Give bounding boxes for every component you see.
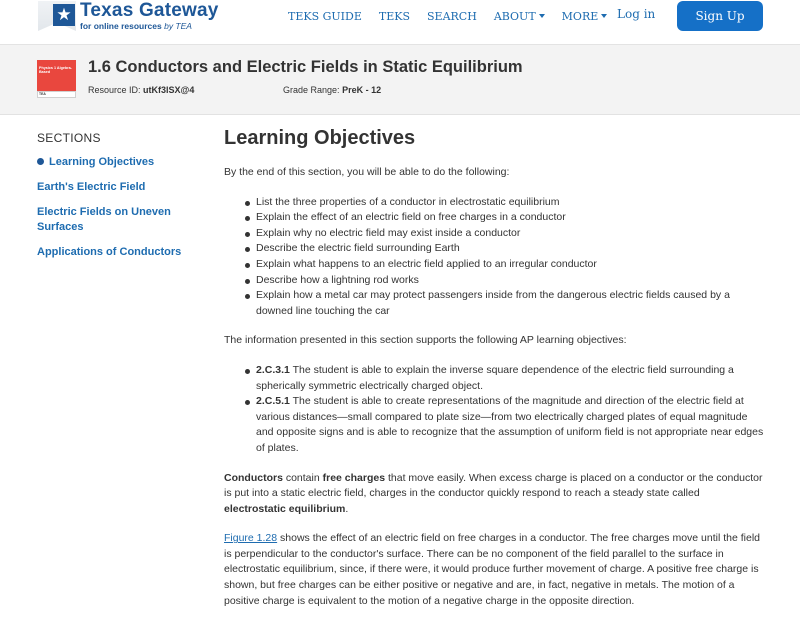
logo-subtitle bbox=[80, 21, 192, 31]
top-navigation-bar bbox=[0, 0, 800, 45]
texas-gateway-logo[interactable] bbox=[38, 1, 228, 33]
paragraph-text: that move easily. When excess charge is placed on a conductor or the conductor is put into a static electric field, charges in the conductor quickly respond to reach a steady state called bbox=[224, 471, 763, 500]
nav-link-label: ABOUT bbox=[493, 9, 536, 23]
list-item: Explain why no electric field may exist inside a conductor bbox=[242, 226, 764, 242]
main-content bbox=[224, 126, 764, 623]
paragraph-text: . bbox=[345, 502, 349, 515]
main-nav-links bbox=[288, 8, 624, 24]
list-item: Describe how a lightning rod works bbox=[242, 273, 764, 289]
figure-paragraph bbox=[224, 531, 764, 609]
list-item bbox=[242, 394, 764, 456]
book-cover-footer-text: TEA bbox=[39, 92, 46, 96]
conductors-paragraph bbox=[224, 471, 764, 518]
section-heading: Learning Objectives bbox=[224, 127, 416, 149]
list-item bbox=[242, 363, 764, 394]
signup-button[interactable]: Sign Up bbox=[677, 1, 763, 31]
grade-range bbox=[283, 85, 381, 95]
sidebar-item-learning-objectives[interactable] bbox=[37, 155, 197, 170]
list-item: Describe the electric field surrounding Earth bbox=[242, 241, 764, 257]
list-item: List the three properties of a conductor in electrostatic equilibrium bbox=[242, 195, 764, 211]
paragraph-text: contain bbox=[282, 471, 323, 484]
sidebar-item-label: Learning Objectives bbox=[49, 156, 155, 168]
grade-range-label: Grade Range: bbox=[283, 85, 340, 95]
nav-link-about[interactable] bbox=[494, 8, 545, 24]
grade-range-value: PreK - 12 bbox=[342, 85, 382, 95]
page-title: 1.6 Conductors and Electric Fields in Static Equilibrium bbox=[88, 58, 523, 76]
nav-link-label: TEKS GUIDE bbox=[288, 9, 362, 23]
ap-objective-code: 2.C.5.1 bbox=[256, 395, 290, 408]
active-bullet-icon bbox=[37, 158, 44, 165]
book-cover-title: Physics 1 Algebra-Based bbox=[39, 66, 72, 75]
sidebar-item-applications-of-conductors[interactable] bbox=[37, 245, 197, 260]
sidebar-item-label: Applications of Conductors bbox=[37, 246, 182, 258]
ap-intro-paragraph: The information presented in this section supports the following AP learning objectives: bbox=[224, 334, 627, 347]
resource-id-label: Resource ID: bbox=[88, 85, 141, 95]
ap-objective-text: The student is able to create representations of the magnitude and direction of the electric field at various distances—small compared to plate size—from two electrically charged plates of equal magnitude and opposite signs and is able to recognize that the assumption of uniform field is not appropriate near edges of plates. bbox=[256, 395, 764, 454]
nav-link-label: MORE bbox=[561, 9, 599, 23]
figure-link[interactable]: Figure 1.28 bbox=[224, 532, 278, 545]
nav-link-teks[interactable] bbox=[379, 8, 410, 24]
resource-header bbox=[0, 45, 800, 115]
term-conductors: Conductors bbox=[224, 471, 283, 484]
login-link[interactable]: Log in bbox=[617, 7, 656, 21]
list-item: Explain how a metal car may protect passengers inside from the dangerous electric fields caused by a downed line touching the car bbox=[242, 288, 764, 319]
chevron-down-icon bbox=[601, 14, 607, 18]
sidebar-item-label: Electric Fields on Uneven Surfaces bbox=[37, 206, 171, 233]
term-free-charges: free charges bbox=[322, 471, 386, 484]
nav-link-teks-guide[interactable] bbox=[288, 8, 362, 24]
chevron-down-icon bbox=[539, 14, 545, 18]
list-item: Explain the effect of an electric field on free charges in a conductor bbox=[242, 210, 764, 226]
resource-id-value: utKf3lSX@4 bbox=[143, 85, 195, 95]
nav-link-label: TEKS bbox=[378, 9, 410, 23]
sidebar-item-electric-fields-uneven-surfaces[interactable] bbox=[37, 205, 187, 235]
book-cover-thumbnail bbox=[37, 60, 76, 98]
ap-objective-code: 2.C.3.1 bbox=[256, 363, 290, 376]
book-cover-footer bbox=[37, 91, 76, 98]
nav-link-search[interactable] bbox=[427, 8, 477, 24]
sections-heading: SECTIONS bbox=[37, 131, 101, 145]
logo-subtitle-text: for online resources bbox=[80, 21, 162, 31]
sidebar-item-label: Earth's Electric Field bbox=[37, 181, 146, 193]
logo-title: Texas Gateway bbox=[80, 0, 219, 21]
resource-id bbox=[88, 85, 194, 95]
sidebar-item-earths-electric-field[interactable] bbox=[37, 180, 197, 195]
intro-paragraph: By the end of this section, you will be able to do the following: bbox=[224, 166, 510, 178]
star-icon: ★ bbox=[53, 4, 75, 26]
ap-objective-text: The student is able to explain the inverse square dependence of the electric field surrounding a spherically symmetric electrically charged object. bbox=[256, 363, 734, 392]
ap-objectives-list bbox=[242, 363, 764, 457]
term-electrostatic-equilibrium: electrostatic equilibrium bbox=[224, 502, 346, 515]
nav-link-label: SEARCH bbox=[427, 9, 477, 23]
list-item: Explain what happens to an electric field applied to an irregular conductor bbox=[242, 257, 764, 273]
paragraph-text: shows the effect of an electric field on free charges in a conductor. The free charges move until the field is perpendicular to the conductor's surface. There can be no component of the field parallel to the surface in electrostatic equilibrium, since, if there were, it would produce further movement of charge. A positive free charge is shown, but free charges can be either positive or negative and are, in fact, negative in metals. The motion of a positive charge is equivalent to the motion of a negative charge in the opposite direction. bbox=[224, 532, 761, 607]
objectives-list bbox=[242, 195, 764, 320]
nav-link-more[interactable] bbox=[562, 8, 608, 24]
logo-subtitle-by: by TEA bbox=[164, 21, 192, 31]
